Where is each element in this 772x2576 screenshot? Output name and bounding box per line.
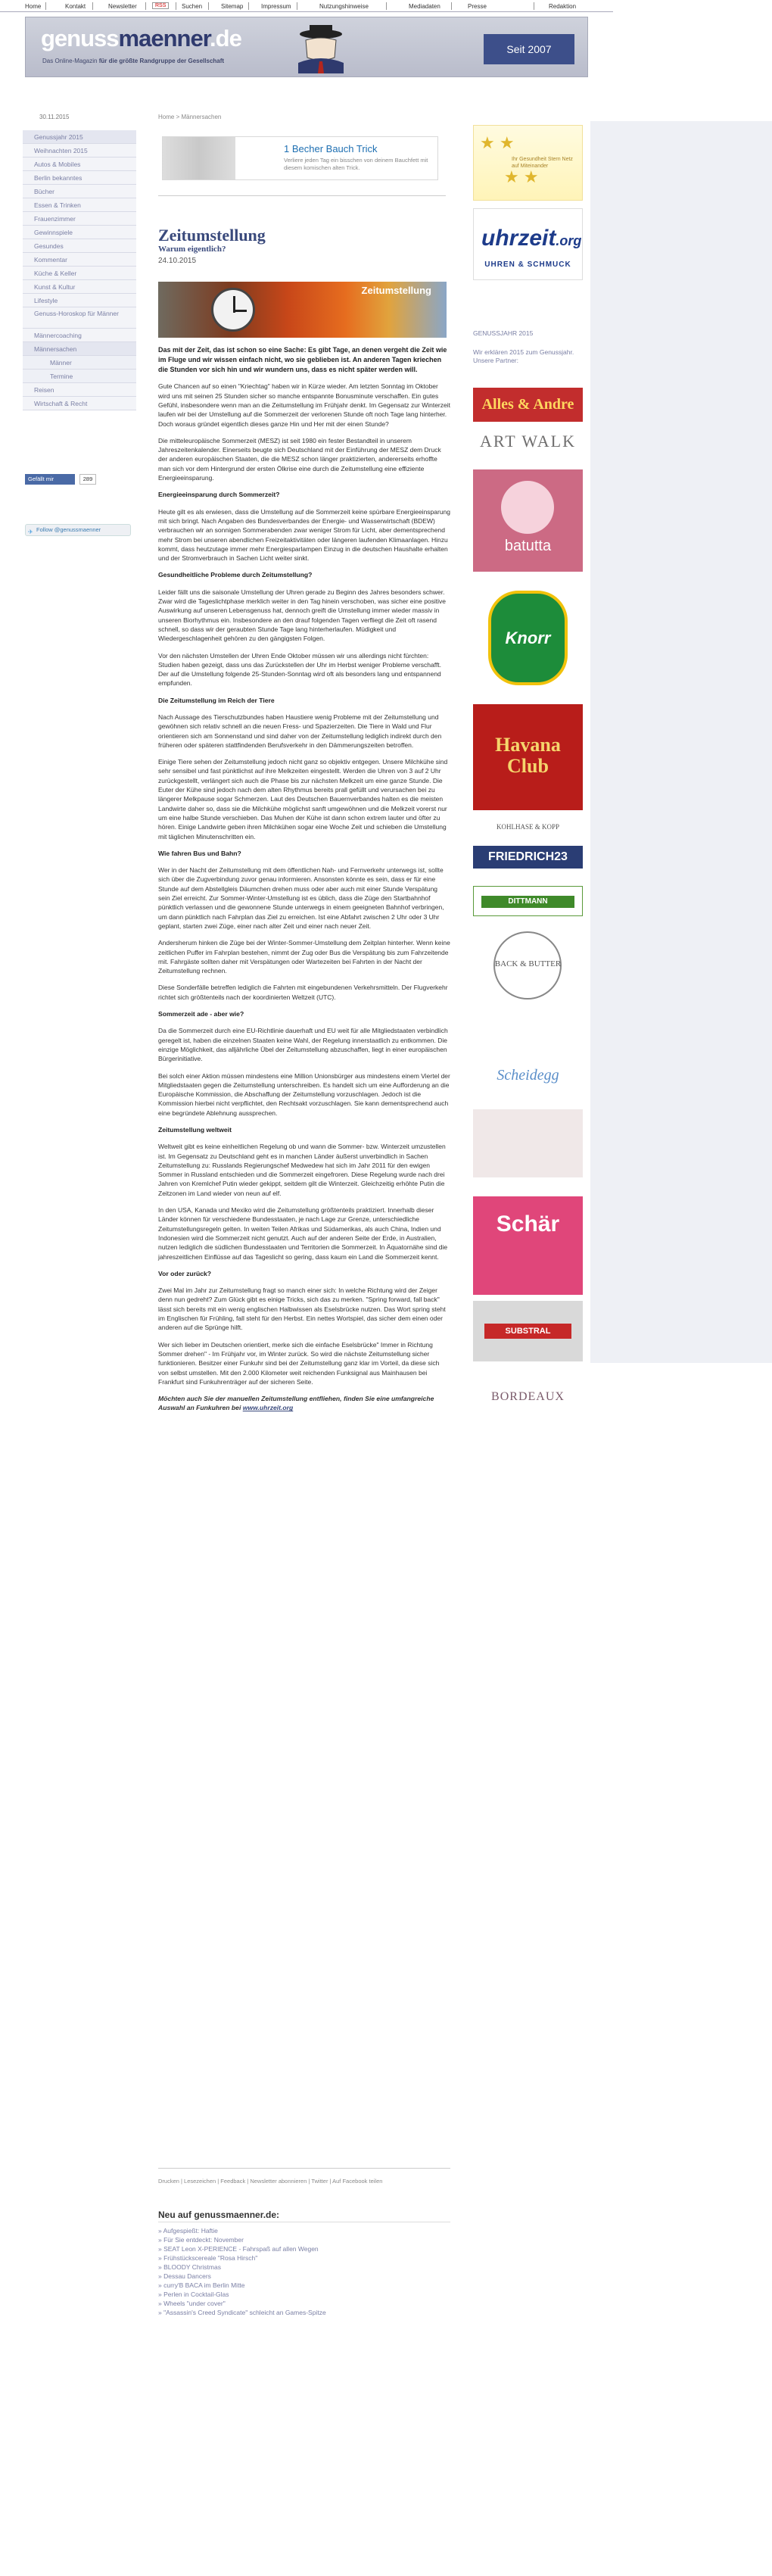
logo-tld: .de (210, 25, 241, 51)
section-heading: Sommerzeit ade - aber wie? (158, 1010, 244, 1018)
sidebar-item-kunst[interactable]: Kunst & Kultur (23, 280, 136, 294)
nav-newsletter[interactable]: Newsletter (108, 3, 137, 10)
paragraph: Weltweit gibt es keine einheitlichen Regelung ob und wann die Sommer- bzw. Winterzeit umzustellen ist. Im Gegensatz zu Deutschland geht es in manchen Länder äußerst unverbindlich in Sachen Zeitumstellung zu: Russlands Regierungschef Medwedew hat sich im Jahr 2011 für den ewigen Sommer in Russland entschieden und die Sommerzeit eingefroren. Diese Regelung wurde nach drei Jahren von Kremlchef Putin wieder gekippt, seitdem gilt die Winterzeit. Gleichzeitig erhöhte Putin die Zeitzonen im Land wieder von neun auf elf. (158, 1143, 446, 1197)
nav-separator (145, 2, 146, 10)
new-article-link[interactable]: » Aufgespießt: Haftie (158, 2227, 218, 2235)
since-badge: Seit 2007 (484, 34, 574, 64)
logo-maenner: maenner (118, 25, 210, 51)
twitter-bird-icon: ✈ (28, 529, 33, 535)
clock-icon (211, 288, 255, 332)
new-articles-box (158, 2210, 450, 2317)
sidebar-item-lifestyle[interactable]: Lifestyle (23, 294, 136, 307)
facebook-like-count: 289 (79, 474, 96, 485)
site-header (25, 17, 588, 77)
section-heading: Zeitumstellung weltweit (158, 1125, 232, 1134)
stars-banner[interactable] (473, 125, 583, 201)
sidebar-item-berlin[interactable]: Berlin bekanntes (23, 171, 136, 185)
section-heading: Gesundheitliche Probleme durch Zeitumstellung? (158, 571, 313, 579)
nav-kontakt[interactable]: Kontakt (65, 3, 86, 10)
new-article-link[interactable]: » BLOODY Christmas (158, 2263, 221, 2271)
stars-text: Ihr Gesundheit Stern Netz auf Miteinander (512, 157, 573, 169)
paragraph: Heute gilt es als erwiesen, dass die Umstellung auf die Sommerzeit keine spürbare Energieeinsparung mit sich bringt. Nach Angaben des Bundesverbandes der Energie- und Wasserwirtschaft (BDEW) verbrauchen wir an sonnigen Sommerabenden zwar weniger Strom für Licht, aber dementsprechend mehr Strom bei unseren abendlichen Freizeitaktivitäten oder längeren laufenden Klimaanlagen. Hinzu kommt, dass heutzutage immer mehr Energiesparlampen Einzug in die deutschen Haushalte erhalten und der Stromverbrauch in Sachen Licht weiter sinkt. (158, 507, 451, 563)
paragraph: Zwei Mal im Jahr zur Zeitumstellung fragt so manch einer sich: In welche Richtung wird der Zeiger denn nun gedreht? Zum Glück gibt es einige Tricks, sich das zu merken. "Spring forward, fall back" lässt sich bereits mit ein wenig englischen Halbwissen als Eselsbrücke nutzen. Das Wort spring steht im Englischen für Frühling, fall steht für den Herbst. Ein nettes Wortspiel, das sicher dem einen oder anderen auf die Sprünge hilft. (158, 1286, 446, 1332)
logo-schaer-text: Schär (496, 1212, 560, 1237)
logo-back-butter-text: BACK & BUTTER (494, 959, 562, 968)
sidebar-item-coaching[interactable]: Männercoaching (23, 329, 136, 342)
nav-nutzungshinweise[interactable]: Nutzungshinweise (319, 3, 369, 10)
uhrzeit-logo-text (481, 226, 581, 251)
partners-text: Wir erklären 2015 zum Genussjahr. Unsere Partner: (473, 348, 574, 364)
sidebar-item-gesundes[interactable]: Gesundes (23, 239, 136, 253)
nav-separator (208, 2, 209, 10)
rss-badge[interactable]: RSS (152, 2, 169, 9)
logo-batutta-text: batutta (504, 538, 552, 554)
new-article-link[interactable]: » Wheels "under cover" (158, 2300, 226, 2307)
sidebar-subitem-maenner[interactable]: Männer (23, 356, 136, 370)
section-heading: Die Zeitumstellung im Reich der Tiere (158, 696, 275, 704)
logo-schaer[interactable] (473, 1196, 583, 1295)
site-tagline (42, 58, 224, 64)
sidebar-item-wirtschaft[interactable]: Wirtschaft & Recht (23, 397, 136, 410)
top-navigation (0, 0, 613, 12)
new-article-link[interactable]: » "Assassin's Creed Syndicate" schleicht an Games-Spitze (158, 2309, 326, 2316)
logo-havana-text: Havana Club (495, 734, 561, 777)
nav-separator (451, 2, 452, 10)
logo-knorr[interactable] (473, 583, 583, 693)
ad-text: Verliere jeden Tag ein bisschen von deinem Bauchfett mit diesem komischen alten Trick. (284, 157, 428, 171)
nav-suchen[interactable]: Suchen (182, 3, 203, 10)
ad-title[interactable]: 1 Becher Bauch Trick (284, 143, 378, 154)
tagline-prefix: Das Online-Magazin (42, 58, 99, 64)
facebook-like (25, 474, 97, 485)
sidebar-item-weihnachten[interactable]: Weihnachten 2015 (23, 144, 136, 157)
closing-text: Möchten auch Sie der manuellen Zeitumstellung entfliehen, finden Sie eine umfangreiche Auswahl an Funkuhren bei (158, 1395, 434, 1412)
star-icon: ★ ★ (504, 167, 539, 186)
sidebar-item-kommentar[interactable]: Kommentar (23, 253, 136, 267)
article-header-image (158, 282, 447, 338)
article-tools[interactable]: Drucken | Lesezeichen | Feedback | Newsletter abonnieren | Twitter | Auf Facebook teilen (158, 2178, 383, 2185)
nav-separator (92, 2, 93, 10)
twitter-follow-label: Follow @genussmaenner (36, 526, 101, 533)
ad-image (163, 137, 235, 179)
paragraph: Bei solch einer Aktion müssen mindestens eine Million Unionsbürger aus mindestens einem Viertel der Mitgliedstaaten gegen die Zeitumstellung unterschreiben. Es handelt sich um eine Aufforderung an die Europäische Kommission, die Abschaffung der Zeitumstellung vorzuschlagen. Jedoch ist die Kommission hierbei nicht verpflichtet, den Rechtsakt vorzuschlagen. Sie kann dementsprechend auch eine begründete Ablehnung aussprechen. (158, 1071, 450, 1117)
breadcrumb[interactable]: Home > Männersachen (158, 114, 222, 120)
new-articles-title: Neu auf genussmaenner.de: (158, 2210, 450, 2222)
sidebar-item-reisen[interactable]: Reisen (23, 383, 136, 397)
paragraph: Leider fällt uns die saisonale Umstellung der Uhren gerade zu Beginn des Jahres besonders schwer. Zwar wird die Tageslichtphase merklich weiter in den Tag hinein verschoben, was sicher eine positive Auswirkung auf unseren Lebensgenuss hat, dennoch greift die Umstellung immer wieder massiv in unseren Biorhythmus ein. Insbesondere an den drauf folgenden Tagen verfliegt die Zeit oft rasend schnell, so dass wir der geraubten Stunde Tage lang hinterherlaufen. Müdigkeit und Wiedergeschlagenheit gehören zu den gängigsten Folgen. (158, 588, 447, 643)
image-label: Zeitumstellung (361, 285, 431, 296)
divider (158, 2168, 450, 2169)
logo-back-butter[interactable] (473, 928, 583, 1041)
paragraph: In den USA, Kanada und Mexiko wird die Zeitumstellung größtenteils praktiziert. Innerhalb dieser Länder können für verschiedene Bundesstaaten, je nach Lage zur Grenze, unterschiedliche Zeitumstellungsregeln gelten. In weiten Teilen Afrikas und Südamerikas, als auch China, Indien und Indonesien wird die Sommerzeit nicht genutzt. Auch auf der anderen Seite der Erde, in Australien, nutzen lediglich die südlichen Bundesstaaten und Territorien die Sommerzeit. In Äquatornähe sind die jahreszeitlichen Einflüsse auf das Tageslicht so gering, dass kaum ein Land die Sommerzeit kennt. (158, 1206, 448, 1261)
paragraph: Wer in der Nacht der Zeitumstellung mit dem öffentlichen Nah- und Fernverkehr unterwegs ist, sollte sich über die Zugverbindung zuvor genau informieren. Ansonsten könnte es sein, dass er für eine Stunde auf dem Abstellgleis Däumchen drehen muss oder aber auch mit einer Stunde Verspätung sein Ziel erreicht. Zur Sommer-Winter-Umstellung ist es üblich, dass die Züge den Startbahnhof pünktlich verlassen und die gewonnene Stunde unterwegs in einem geeigneten Bahnhof verbringen, um dann pünktlich nach Fahrplan das Ziel zu erreichen. Ist eine Abfahrt zwischen 2 Uhr oder 3 Uhr geplant, starten zwei Züge, einer nach alter Zeit und einer nach neuer Zeit. (158, 866, 444, 930)
uhrzeit-link[interactable]: www.uhrzeit.org (242, 1404, 294, 1412)
nav-separator (248, 2, 249, 10)
paragraph: Vor den nächsten Umstellen der Uhren Ende Oktober müssen wir uns allerdings nicht fürchten: Studien haben gezeigt, dass uns das Zurückstellen der Uhr im Herbst weniger Probleme verschafft. Der auf die Umstellung folgende 25-Stunden-Sonntag wird oft als besonders lang und entspannend empfunden. (158, 651, 442, 688)
logo-scheidegg[interactable]: Scheidegg (473, 1049, 583, 1102)
star-icon: ★ ★ (480, 133, 515, 152)
section-heading: Wie fahren Bus und Bahn? (158, 849, 241, 857)
paragraph: Einige Tiere sehen der Zeitumstellung jedoch nicht ganz so objektiv entgegen. Unsere Milchkühe sind sehr sensibel und fast pünktlichst auf ihre Melkzeiten eingestellt. Werden die Uhren von 3 auf 2 Uhr zurückgestellt, verlängert sich auch die Phase bis zur nächsten Melkzeit um eine ganze Stunde. Die Euter der Kühe sind jedoch nach dem alten Rhythmus bereits prall gefüllt und verursachen bei zu längerer Melkpause sogar Schmerzen. Laut des Deutschen Bauernverbandes halten es die meisten Landwirte daher so, dass sie die Milchkühe möglichst sanft umgewöhnen und die Melkzeit vorerst nur um eine halbe Stunde verschieben. Das Muhen der Kühe ist dann schon extrem lauter und öfter zu hören. Einige Landwirte geben ihren Milchkühen sogar eine Woche Zeit und schieben die Umstellung mit täglichen Minutenschritten ein. (158, 758, 448, 840)
sidebar-item-genussjahr[interactable]: Genussjahr 2015 (23, 130, 136, 144)
sidebar-menu (23, 130, 136, 410)
new-article-link[interactable]: » curry'B BACA im Berlin Mitte (158, 2281, 245, 2289)
partners-label: GENUSSJAHR 2015 (473, 329, 534, 337)
article-date: 24.10.2015 (158, 257, 197, 265)
paragraph: Gute Chancen auf so einen "Kriechtag" haben wir in Kürze wieder. Am letzten Sonntag im Oktober wird uns mit seinen 25 Stunden sicher so manche entspannte Bonusminute verschaffen. Ein gutes Gefühl, insbesondere wenn man an die Zeitumstellung im Frühjahr denkt. Im Gegensatz zur Winterzeit laufen wir bei der Umstellung auf die Sommerzeit der verlorenen Stunde oft noch Tage lang hinterher. Doch woraus gründet eigentlich dieses ganze Hin und Her mit der einen Stunde? (158, 382, 450, 428)
sidebar-item-maennersachen[interactable]: Männersachen (23, 342, 136, 356)
paragraph: Wer sich lieber im Deutschen orientiert, merke sich die einfache Eselsbrücke" Immer in Richtung Sommer drehen" - Im Frühjahr vor, im Winter zurück. So wird die nächste Zeitumstellung sicher funktionieren. Besitzer einer Funkuhr sind bei der Zeitumstellung ganz klar im Vorteil, da diese sich von selbst umstellen. Mit den 2.000 Kilometer weit reichenden Funksignal aus Mainhausen bei Frankfurt sind Funkuhrenträger auf der sicheren Seite. (158, 1340, 440, 1386)
logo-friedrich23[interactable]: FRIEDRICH23 (473, 846, 583, 869)
article-title: Zeitumstellung (158, 226, 266, 245)
logo-genuss: genuss (41, 25, 119, 51)
sidebar-item-essen[interactable]: Essen & Trinken (23, 198, 136, 212)
logo-kohlhase[interactable]: KOHLHASE & KOPP (473, 818, 583, 837)
sidebar-item-autos[interactable]: Autos & Mobiles (23, 157, 136, 171)
article-lead: Das mit der Zeit, das ist schon so eine Sache: Es gibt Tage, an denen vergeht die Zeit wie im Fluge und wir wissen einfach nicht, wo sie geblieben ist. An anderen Tagen kriechen die Stunden vor sich hin und wir wundern uns, dass es nicht später werden will. (158, 346, 447, 373)
section-heading: Vor oder zurück? (158, 1269, 212, 1277)
logo-alles-andre[interactable]: Alles & Andre (473, 388, 583, 422)
nav-home[interactable]: Home (25, 3, 42, 10)
new-article-link[interactable]: » SEAT Leon X-PERIENCE - Fahrspaß auf allen Wegen (158, 2245, 319, 2253)
facebook-like-button[interactable]: Gefällt mir (25, 474, 75, 485)
section-heading: Energieeinsparung durch Sommerzeit? (158, 491, 280, 499)
nav-presse[interactable]: Presse (468, 3, 487, 10)
paragraph: Diese Sonderfälle betreffen lediglich die Fahrten mit eingebundenen Verkehrsmitteln. Der Flugverkehr richtet sich größtenteils nach der koordinierten Weltzeit (UTC). (158, 984, 448, 1001)
paragraph: Da die Sommerzeit durch eine EU-Richtlinie dauerhaft und EU weit für alle Mitgliedstaaten verbindlich geregelt ist, haben die einzelnen Staaten keine Wahl, der Regelung innerstaatlich zu entkommen. Die einzige Möglichkeit, das alljährliche Übel der Zeitumstellung abzuschaffen, liegt in einer europäischen Bürgerinitiative. (158, 1027, 448, 1063)
new-article-link[interactable]: » Für Sie entdeckt: November (158, 2236, 244, 2244)
sidebar-item-gewinnspiele[interactable]: Gewinnspiele (23, 226, 136, 239)
twitter-follow-button[interactable] (25, 524, 131, 536)
paragraph: Die mitteleuropäische Sommerzeit (MESZ) ist seit 1980 ein fester Bestandteil in unserem Jahreszeitenkalender. Einerseits beugte sich Deutschland mit der Einführung der MESZ dem Druck der anderen europäischen Staaten, die die MESZ schon länger praktizierten, andererseits erhoffte man sich vor dem Hintergrund der ersten Ölkrise eine durch die Zeitumstellung eine effiziente Energieeinsparung. (158, 436, 441, 482)
current-date: 30.11.2015 (39, 114, 70, 120)
logo-substral[interactable] (473, 1301, 583, 1361)
logo-knorr-text: Knorr (505, 628, 551, 647)
nav-separator (45, 2, 46, 10)
new-article-link[interactable]: » Dessau Dancers (158, 2272, 211, 2280)
advertisement[interactable] (162, 136, 438, 180)
site-logo[interactable] (41, 25, 241, 52)
tagline-main: für die größte Randgruppe der Gesellschaft (98, 58, 225, 64)
article-body (158, 345, 450, 1421)
grey-ad-image[interactable] (473, 1109, 583, 1177)
nav-redaktion[interactable]: Redaktion (549, 3, 577, 10)
sidebar-item-horoskop[interactable]: Genuss-Horoskop für Männer (23, 307, 136, 329)
nav-separator (386, 2, 387, 10)
sidebar-item-buecher[interactable]: Bücher (23, 185, 136, 198)
logo-batutta[interactable] (473, 469, 583, 572)
sidebar-item-frauenzimmer[interactable]: Frauenzimmer (23, 212, 136, 226)
sidebar-item-kueche[interactable]: Küche & Keller (23, 267, 136, 280)
right-background-strip (590, 121, 772, 1363)
nav-impressum[interactable]: Impressum (261, 3, 291, 10)
new-article-link[interactable]: » Perlen in Cocktail-Glas (158, 2291, 229, 2298)
nav-sitemap[interactable]: Sitemap (221, 3, 244, 10)
closing-paragraph (158, 1394, 450, 1413)
nav-mediadaten[interactable]: Mediadaten (409, 3, 440, 10)
sun-icon (501, 481, 554, 534)
uhrzeit-name: uhrzeit (481, 226, 556, 251)
sidebar-subitem-termine[interactable]: Termine (23, 370, 136, 383)
logo-dittmann[interactable] (473, 886, 583, 916)
logo-substral-text: SUBSTRAL (484, 1324, 571, 1339)
new-article-link[interactable]: » Frühstückscereale "Rosa Hirsch" (158, 2254, 258, 2262)
logo-bordeaux[interactable]: BORDEAUX (473, 1374, 583, 1420)
article-subtitle: Warum eigentlich? (158, 245, 226, 254)
uhrzeit-sub: UHREN & SCHMUCK (484, 260, 571, 269)
divider (158, 195, 446, 196)
logo-art-walk[interactable]: ART WALK (473, 428, 583, 454)
hat-man-illustration (275, 23, 366, 73)
paragraph: Nach Aussage des Tierschutzbundes haben Haustiere wenig Probleme mit der Zeitumstellung und gewöhnen sich relativ schnell an die neuen Fress- und Spazierzeiten. Die Tiere in Wald und Flur orientieren sich am Sonnenstand und sind daher von der Zeitumstellung lediglich indirekt durch den früheren oder späteren stattfindenden Berufsverkehr in den Dämmerungszeiten betroffen. (158, 713, 442, 749)
paragraph: Andersherum hinken die Züge bei der Winter-Sommer-Umstellung dem Zeitplan hinterher. Wenn keine zeitlichen Puffer im Fahrplan bestehen, nimmt der Zug oder Bus die Verspätung bis zum Fahrzeitende mit. Fahrgäste sollten daher mit Verspätungen oder Wartezeiten bei Fahrten in der Nacht der Zeitumstellung rechnen. (158, 939, 450, 975)
logo-havana-club[interactable] (473, 704, 583, 810)
uhrzeit-tld: .org (556, 233, 582, 248)
logo-dittmann-text: DITTMANN (481, 896, 574, 908)
uhrzeit-logo[interactable] (473, 208, 583, 280)
